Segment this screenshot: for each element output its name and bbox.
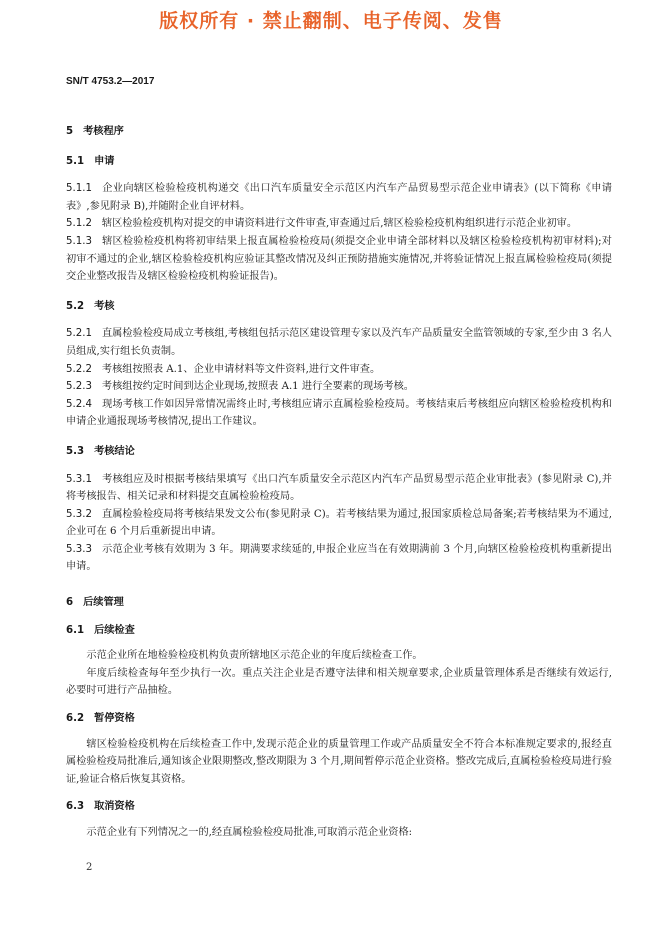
- copyright-watermark: 版权所有 · 禁止翻制、电子传阅、发售: [159, 10, 503, 32]
- clause-text: 辖区检验检疫机构将初审结果上报直属检验检疫局(须提交企业申请全部材料以及辖区检验检疫机构初审材料);对初审不通过的企业,辖区检验检疫机构应验证其整改情况及纠正预防措施实施情况,并将验证情况上报直属检验检疫局(须提交企业整改报告及辖区检验检疫机构验证报告)。: [66, 235, 612, 283]
- paragraph-6-1-a: 示范企业所在地检验检疫机构负责所辖地区示范企业的年度后续检查工作。: [86, 650, 423, 662]
- section-heading-6: [66, 594, 612, 612]
- section-title: 取消资格: [94, 801, 135, 813]
- section-title: 后续管理: [83, 597, 124, 609]
- section-heading-5: [66, 123, 612, 141]
- section-title: 暂停资格: [94, 713, 135, 725]
- clause-text: 企业向辖区检验检疫机构递交《出口汽车质量安全示范区内汽车产品贸易型示范企业申请表》(以下简称《申请表》,参见附录 B),并随附企业自评材料。: [66, 183, 612, 212]
- paragraph-6-1-b: 年度后续检查每年至少执行一次。重点关注企业是否遵守法律和相关规章要求,企业质量管理体系是否继续有效运行,必要时可进行产品抽检。: [66, 667, 612, 697]
- section-heading-6-3: [66, 798, 612, 816]
- clause-5-2-2: [66, 361, 612, 379]
- clause-text: 辖区检验检疫机构对提交的申请资料进行文件审查,审查通过后,辖区检验检疫机构组织进行示范企业初审。: [101, 218, 578, 230]
- clause-text: 考核组按约定时间到达企业现场,按照表 A.1 进行全要素的现场考核。: [101, 381, 414, 393]
- section-title: 后续检查: [94, 624, 135, 636]
- section-number: 5.1: [66, 155, 85, 167]
- clause-text: 考核组应及时根据考核结果填写《出口汽车质量安全示范区内汽车产品贸易型示范企业审批表》(参见附录 C),并将考核报告、相关记录和材料提交直属检验检疫局。: [66, 473, 612, 503]
- clause-5-2-1: [66, 325, 612, 360]
- section-title: 考核结论: [94, 445, 135, 457]
- clause-number: 5.1.3: [66, 235, 92, 247]
- section-heading-6-2: [66, 710, 612, 728]
- section-title: 考核程序: [83, 126, 124, 137]
- clause-5-2-4: [66, 396, 612, 431]
- section-number: 6.2: [66, 713, 85, 725]
- section-heading-5-3: [66, 443, 612, 461]
- section-number: 5: [66, 126, 74, 137]
- document-body: [66, 123, 612, 842]
- paragraph-6-3-a: 示范企业有下列情况之一的,经直属检验检疫局批准,可取消示范企业资格:: [86, 827, 413, 838]
- clause-number: 5.3.2: [66, 508, 92, 520]
- page-number: 2: [86, 862, 93, 873]
- clause-text: 考核组按照表 A.1、企业申请材料等文件资料,进行文件审查。: [101, 363, 381, 375]
- clause-number: 5.1.1: [66, 183, 92, 195]
- section-heading-5-1: [66, 153, 612, 171]
- section-number: 5.3: [66, 445, 85, 457]
- clause-number: 5.3.1: [66, 473, 92, 485]
- paragraph-6-2-a: 辖区检验检疫机构在后续检查工作中,发现示范企业的质量管理工作或产品质量安全不符合本标准规定要求的,报经直属检验检疫局批准后,通知该企业限期整改,整改期限为 3 个月,期间暂停示范企业资格。整改完成后,直属检验检疫局进行验证,验证合格后恢复其资格。: [66, 738, 612, 785]
- section-number: 6.3: [66, 801, 85, 813]
- clause-number: 5.2.2: [66, 363, 92, 375]
- clause-5-3-1: [66, 471, 612, 506]
- clause-text: 直属检验检疫局成立考核组,考核组包括示范区建设管理专家以及汽车产品质量安全监管领域的专家,至少由 3 名人员组成,实行组长负责制。: [66, 328, 612, 357]
- section-title: 考核: [94, 300, 115, 312]
- clause-5-1-3: [66, 233, 612, 286]
- section-number: 6: [66, 597, 74, 609]
- clause-5-1-2: [66, 215, 612, 233]
- clause-5-3-3: [66, 541, 612, 576]
- clause-5-1-1: [66, 180, 612, 215]
- clause-text: 现场考核工作如因异常情况需终止时,考核组应请示直属检验检疫局。考核结束后考核组应向辖区检验检疫机构和申请企业通报现场考核情况,提出工作建议。: [66, 398, 612, 428]
- section-number: 6.1: [66, 624, 85, 636]
- clause-number: 5.1.2: [66, 218, 92, 230]
- clause-number: 5.2.1: [66, 328, 92, 340]
- clause-number: 5.2.3: [66, 381, 92, 393]
- section-heading-6-1: [66, 622, 612, 640]
- clause-number: 5.3.3: [66, 543, 92, 555]
- section-number: 5.2: [66, 300, 85, 312]
- clause-number: 5.2.4: [66, 398, 92, 410]
- standard-code: SN/T 4753.2—2017: [66, 76, 155, 87]
- clause-5-3-2: [66, 506, 612, 541]
- section-heading-5-2: [66, 298, 612, 316]
- clause-text: 直属检验检疫局将考核结果发文公布(参见附录 C)。若考核结果为通过,报国家质检总局备案;若考核结果为不通过,企业可在 6 个月后重新提出申请。: [66, 508, 612, 538]
- clause-text: 示范企业考核有效期为 3 年。期满要求续延的,申报企业应当在有效期满前 3 个月,向辖区检验检疫机构重新提出申请。: [66, 543, 612, 573]
- clause-5-2-3: [66, 378, 612, 396]
- section-title: 申请: [94, 155, 115, 167]
